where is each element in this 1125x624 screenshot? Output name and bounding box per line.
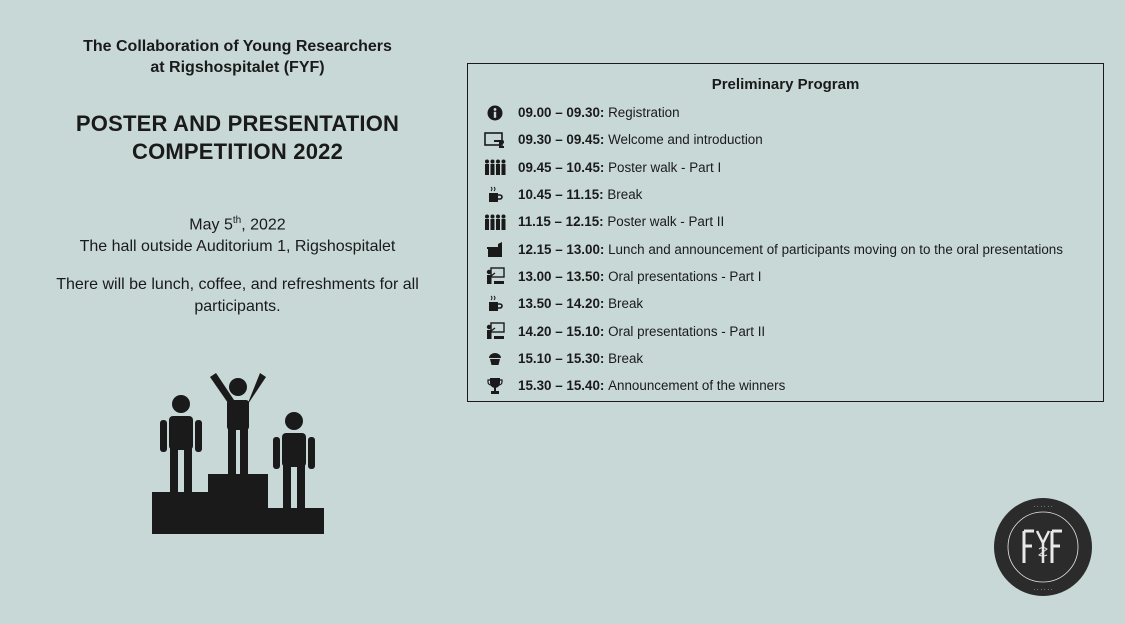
program-desc: Poster walk - Part II	[607, 214, 725, 230]
group-people-icon	[484, 158, 506, 176]
info-icon	[484, 104, 506, 122]
trophy-icon	[484, 377, 506, 395]
teacher-board-icon	[484, 322, 506, 340]
program-row	[468, 181, 1103, 208]
program-time: 09.00 – 09.30:	[518, 105, 605, 121]
program-time: 14.20 – 15.10:	[518, 323, 605, 339]
program-row	[468, 235, 1103, 262]
program-row	[468, 345, 1103, 372]
date-suffix: th	[232, 215, 242, 226]
program-desc: Oral presentations - Part II	[608, 323, 766, 339]
date-day: May 5	[189, 216, 233, 234]
event-location: The hall outside Auditorium 1, Rigshospitalet	[79, 238, 396, 256]
program-row	[468, 263, 1103, 290]
program-title: Preliminary Program	[711, 76, 860, 93]
org-line-1: The Collaboration of Young Researchers	[83, 38, 392, 55]
program-time: 13.00 – 13.50:	[518, 268, 605, 284]
program-row	[468, 317, 1103, 344]
program-time: 09.30 – 09.45:	[518, 132, 605, 148]
program-time: 12.15 – 13.00:	[518, 241, 605, 257]
program-desc: Break	[608, 350, 644, 366]
presentation-screen-icon	[484, 131, 506, 149]
title-line-1: POSTER AND PRESENTATION	[75, 111, 400, 136]
date-year: , 2022	[241, 216, 286, 234]
program-desc: Break	[607, 187, 643, 203]
program-desc: Break	[608, 296, 644, 312]
date-location	[30, 210, 445, 258]
program-time: 15.30 – 15.40:	[518, 378, 605, 394]
coffee-cup-icon	[484, 186, 506, 204]
program-time: 10.45 – 11.15:	[518, 187, 604, 203]
program-row	[468, 99, 1103, 126]
program-desc: Oral presentations - Part I	[608, 268, 762, 284]
program-desc: Announcement of the winners	[608, 378, 786, 394]
program-time: 11.15 – 12.15:	[518, 214, 604, 230]
program-desc: Registration	[608, 105, 680, 121]
group-people-icon	[484, 213, 506, 231]
program-box	[467, 63, 1104, 402]
org-line-2: at Rigshospitalet (FYF)	[150, 59, 325, 76]
cupcake-icon	[484, 349, 506, 367]
organizer-name	[30, 36, 445, 78]
event-info-panel	[30, 36, 445, 318]
program-time: 15.10 – 15.30:	[518, 350, 605, 366]
lunch-icon	[484, 240, 506, 258]
svg-text:· · · · · ·: · · · · · ·	[1033, 504, 1053, 510]
podium-winners-icon	[148, 370, 328, 540]
program-row	[468, 154, 1103, 181]
fyf-logo	[993, 497, 1093, 597]
program-row	[468, 290, 1103, 317]
program-row	[468, 372, 1103, 399]
svg-text:· · · · · ·: · · · · · ·	[1033, 587, 1053, 593]
program-time: 13.50 – 14.20:	[518, 296, 605, 312]
program-desc: Welcome and introduction	[608, 132, 763, 148]
title-line-2: COMPETITION 2022	[131, 139, 344, 164]
event-date	[30, 210, 445, 236]
program-desc: Poster walk - Part I	[608, 159, 722, 175]
program-desc: Lunch and announcement of participants moving on to the oral presentations	[608, 241, 1063, 257]
coffee-cup-icon	[484, 295, 506, 313]
teacher-board-icon	[484, 267, 506, 285]
program-time: 09.45 – 10.45:	[518, 159, 605, 175]
program-row	[468, 126, 1103, 153]
refreshments-note: There will be lunch, coffee, and refreshments for all participants.	[56, 276, 419, 316]
competition-title	[30, 110, 445, 166]
program-row	[468, 208, 1103, 235]
